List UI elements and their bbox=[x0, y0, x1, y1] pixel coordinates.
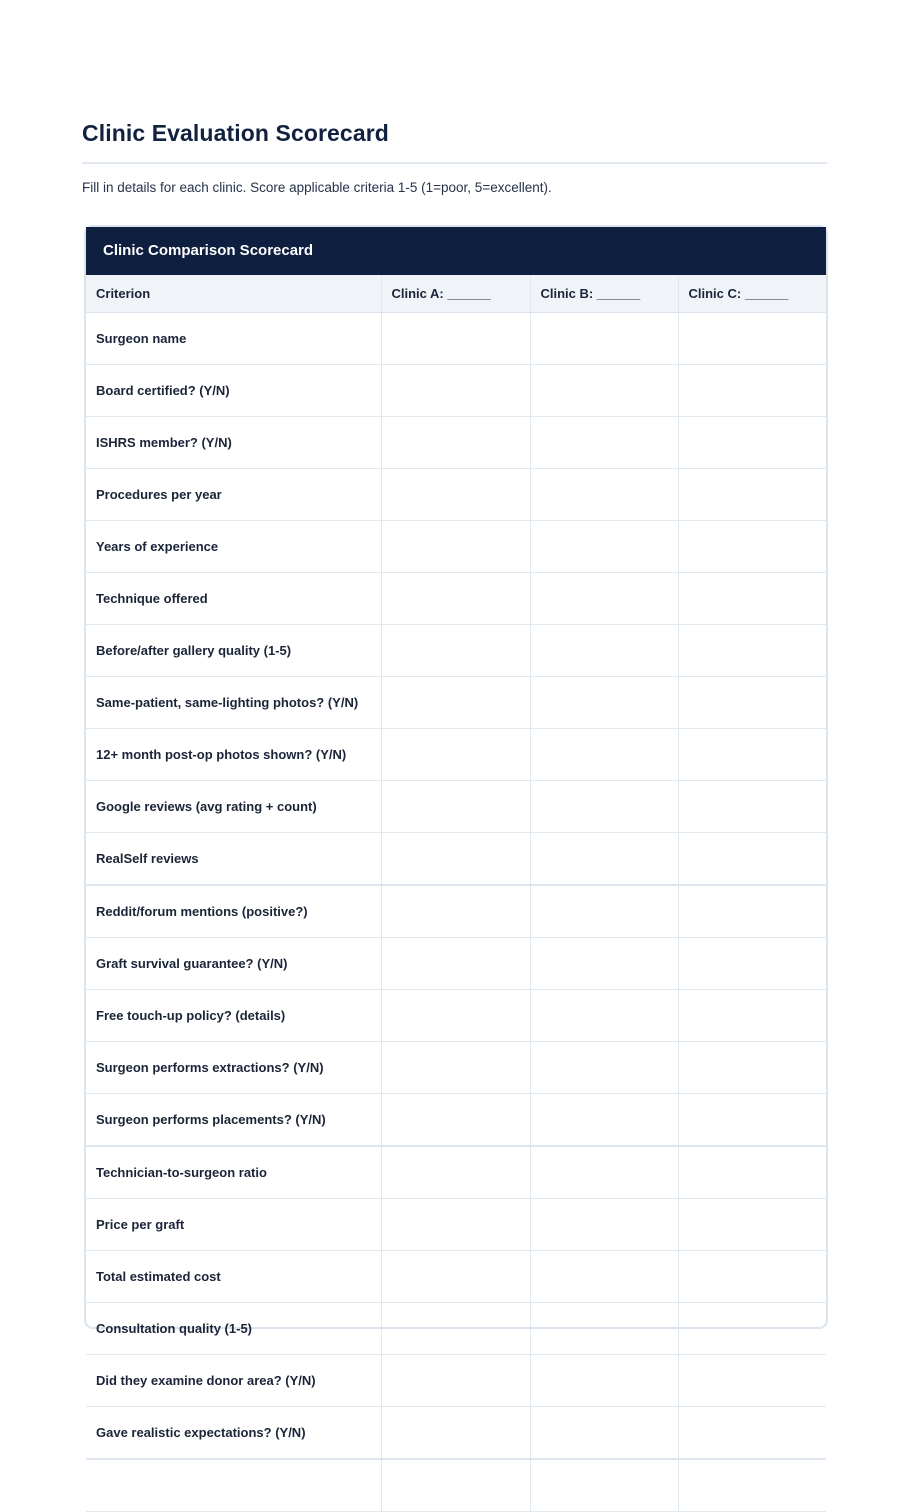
clinic-b-entry-cell[interactable] bbox=[530, 677, 678, 729]
clinic-a-entry-cell[interactable] bbox=[381, 677, 530, 729]
table-row bbox=[86, 1042, 826, 1094]
clinic-c-entry-cell[interactable] bbox=[678, 1146, 826, 1199]
criterion-cell: Same-patient, same-lighting photos? (Y/N) bbox=[86, 677, 381, 729]
table-row bbox=[86, 729, 826, 781]
clinic-a-entry-cell[interactable] bbox=[381, 625, 530, 677]
criterion-cell: Graft survival guarantee? (Y/N) bbox=[86, 938, 381, 990]
clinic-c-entry-cell[interactable] bbox=[678, 677, 826, 729]
clinic-c-entry-cell[interactable] bbox=[678, 1303, 826, 1355]
table-row bbox=[86, 573, 826, 625]
clinic-a-entry-cell[interactable] bbox=[381, 1199, 530, 1251]
page-title: Clinic Evaluation Scorecard bbox=[82, 120, 389, 146]
clinic-a-entry-cell[interactable] bbox=[381, 1251, 530, 1303]
clinic-c-entry-cell[interactable] bbox=[678, 938, 826, 990]
clinic-b-entry-cell[interactable] bbox=[530, 417, 678, 469]
table-row bbox=[86, 1094, 826, 1147]
clinic-b-entry-cell[interactable] bbox=[530, 1303, 678, 1355]
table-row bbox=[86, 1355, 826, 1407]
clinic-c-entry-cell[interactable] bbox=[678, 625, 826, 677]
clinic-c-entry-cell[interactable] bbox=[678, 833, 826, 886]
clinic-c-entry-cell[interactable] bbox=[678, 313, 826, 365]
clinic-b-entry-cell[interactable] bbox=[530, 885, 678, 938]
criterion-cell: 12+ month post-op photos shown? (Y/N) bbox=[86, 729, 381, 781]
criterion-cell: Consultation quality (1-5) bbox=[86, 1303, 381, 1355]
clinic-c-entry-cell[interactable] bbox=[678, 885, 826, 938]
clinic-c-entry-cell[interactable] bbox=[678, 1459, 826, 1512]
clinic-b-entry-cell[interactable] bbox=[530, 1094, 678, 1147]
title-divider bbox=[82, 162, 827, 164]
clinic-a-entry-cell[interactable] bbox=[381, 469, 530, 521]
table-row bbox=[86, 1146, 826, 1199]
clinic-b-entry-cell[interactable] bbox=[530, 729, 678, 781]
table-row bbox=[86, 885, 826, 938]
criterion-cell: Total estimated cost bbox=[86, 1251, 381, 1303]
clinic-b-entry-cell[interactable] bbox=[530, 781, 678, 833]
criterion-cell: Procedures per year bbox=[86, 469, 381, 521]
clinic-b-entry-cell[interactable] bbox=[530, 365, 678, 417]
scorecard-table bbox=[86, 275, 826, 1512]
clinic-a-entry-cell[interactable] bbox=[381, 1407, 530, 1460]
clinic-b-entry-cell[interactable] bbox=[530, 313, 678, 365]
clinic-a-entry-cell[interactable] bbox=[381, 729, 530, 781]
criterion-cell bbox=[86, 1459, 381, 1512]
table-row bbox=[86, 938, 826, 990]
table-row bbox=[86, 1199, 826, 1251]
table-row bbox=[86, 833, 826, 886]
clinic-a-entry-cell[interactable] bbox=[381, 833, 530, 886]
clinic-a-entry-cell[interactable] bbox=[381, 1459, 530, 1512]
clinic-a-entry-cell[interactable] bbox=[381, 781, 530, 833]
column-header-clinic-b: Clinic B: ______ bbox=[530, 275, 678, 313]
criterion-cell: Price per graft bbox=[86, 1199, 381, 1251]
clinic-c-entry-cell[interactable] bbox=[678, 365, 826, 417]
clinic-a-entry-cell[interactable] bbox=[381, 1042, 530, 1094]
criterion-cell: ISHRS member? (Y/N) bbox=[86, 417, 381, 469]
table-row bbox=[86, 417, 826, 469]
table-header-row bbox=[86, 275, 826, 313]
criterion-cell: Surgeon name bbox=[86, 313, 381, 365]
clinic-c-entry-cell[interactable] bbox=[678, 1199, 826, 1251]
clinic-a-entry-cell[interactable] bbox=[381, 885, 530, 938]
table-row bbox=[86, 1407, 826, 1460]
clinic-c-entry-cell[interactable] bbox=[678, 573, 826, 625]
clinic-b-entry-cell[interactable] bbox=[530, 469, 678, 521]
clinic-a-entry-cell[interactable] bbox=[381, 1146, 530, 1199]
table-row bbox=[86, 313, 826, 365]
table-body bbox=[86, 313, 826, 1512]
clinic-c-entry-cell[interactable] bbox=[678, 1251, 826, 1303]
criterion-cell: Gave realistic expectations? (Y/N) bbox=[86, 1407, 381, 1460]
clinic-b-entry-cell[interactable] bbox=[530, 521, 678, 573]
clinic-c-entry-cell[interactable] bbox=[678, 781, 826, 833]
clinic-b-entry-cell[interactable] bbox=[530, 1146, 678, 1199]
table-row bbox=[86, 625, 826, 677]
column-header-clinic-c: Clinic C: ______ bbox=[678, 275, 826, 313]
clinic-b-entry-cell[interactable] bbox=[530, 1459, 678, 1512]
clinic-c-entry-cell[interactable] bbox=[678, 417, 826, 469]
criterion-cell: Technique offered bbox=[86, 573, 381, 625]
clinic-b-entry-cell[interactable] bbox=[530, 833, 678, 886]
clinic-b-entry-cell[interactable] bbox=[530, 990, 678, 1042]
scorecard-card bbox=[84, 225, 828, 1440]
clinic-b-entry-cell[interactable] bbox=[530, 1355, 678, 1407]
criterion-cell: Before/after gallery quality (1-5) bbox=[86, 625, 381, 677]
clinic-a-entry-cell[interactable] bbox=[381, 1355, 530, 1407]
clinic-a-entry-cell[interactable] bbox=[381, 521, 530, 573]
criterion-cell: Surgeon performs placements? (Y/N) bbox=[86, 1094, 381, 1147]
clinic-c-entry-cell[interactable] bbox=[678, 521, 826, 573]
clinic-b-entry-cell[interactable] bbox=[530, 1407, 678, 1460]
clinic-a-entry-cell[interactable] bbox=[381, 990, 530, 1042]
clinic-b-entry-cell[interactable] bbox=[530, 1251, 678, 1303]
clinic-c-entry-cell[interactable] bbox=[678, 469, 826, 521]
criterion-cell: Surgeon performs extractions? (Y/N) bbox=[86, 1042, 381, 1094]
clinic-a-entry-cell[interactable] bbox=[381, 573, 530, 625]
clinic-c-entry-cell[interactable] bbox=[678, 1094, 826, 1147]
criterion-cell: Board certified? (Y/N) bbox=[86, 365, 381, 417]
clinic-b-entry-cell[interactable] bbox=[530, 1199, 678, 1251]
criterion-cell: Technician-to-surgeon ratio bbox=[86, 1146, 381, 1199]
clinic-b-entry-cell[interactable] bbox=[530, 938, 678, 990]
table-row bbox=[86, 677, 826, 729]
table-row bbox=[86, 521, 826, 573]
table-row bbox=[86, 1251, 826, 1303]
clinic-a-entry-cell[interactable] bbox=[381, 417, 530, 469]
clinic-c-entry-cell[interactable] bbox=[678, 1407, 826, 1460]
criterion-cell: Did they examine donor area? (Y/N) bbox=[86, 1355, 381, 1407]
table-row bbox=[86, 990, 826, 1042]
table-row bbox=[86, 1459, 826, 1512]
clinic-a-entry-cell[interactable] bbox=[381, 938, 530, 990]
criterion-cell: Free touch-up policy? (details) bbox=[86, 990, 381, 1042]
criterion-cell: Google reviews (avg rating + count) bbox=[86, 781, 381, 833]
clinic-c-entry-cell[interactable] bbox=[678, 729, 826, 781]
criterion-cell: Years of experience bbox=[86, 521, 381, 573]
clinic-b-entry-cell[interactable] bbox=[530, 573, 678, 625]
table-row bbox=[86, 1303, 826, 1355]
clinic-c-entry-cell[interactable] bbox=[678, 990, 826, 1042]
clinic-c-entry-cell[interactable] bbox=[678, 1042, 826, 1094]
clinic-b-entry-cell[interactable] bbox=[530, 1042, 678, 1094]
table-row bbox=[86, 469, 826, 521]
intro-text: Fill in details for each clinic. Score applicable criteria 1-5 (1=poor, 5=excellent). bbox=[82, 180, 552, 195]
clinic-a-entry-cell[interactable] bbox=[381, 1094, 530, 1147]
table-row bbox=[86, 365, 826, 417]
clinic-a-entry-cell[interactable] bbox=[381, 365, 530, 417]
criterion-cell: RealSelf reviews bbox=[86, 833, 381, 886]
card-header: Clinic Comparison Scorecard bbox=[86, 227, 826, 275]
clinic-a-entry-cell[interactable] bbox=[381, 1303, 530, 1355]
criterion-cell: Reddit/forum mentions (positive?) bbox=[86, 885, 381, 938]
clinic-c-entry-cell[interactable] bbox=[678, 1355, 826, 1407]
table-row bbox=[86, 781, 826, 833]
clinic-a-entry-cell[interactable] bbox=[381, 313, 530, 365]
clinic-b-entry-cell[interactable] bbox=[530, 625, 678, 677]
column-header-clinic-a: Clinic A: ______ bbox=[381, 275, 530, 313]
column-header-criterion: Criterion bbox=[86, 275, 381, 313]
